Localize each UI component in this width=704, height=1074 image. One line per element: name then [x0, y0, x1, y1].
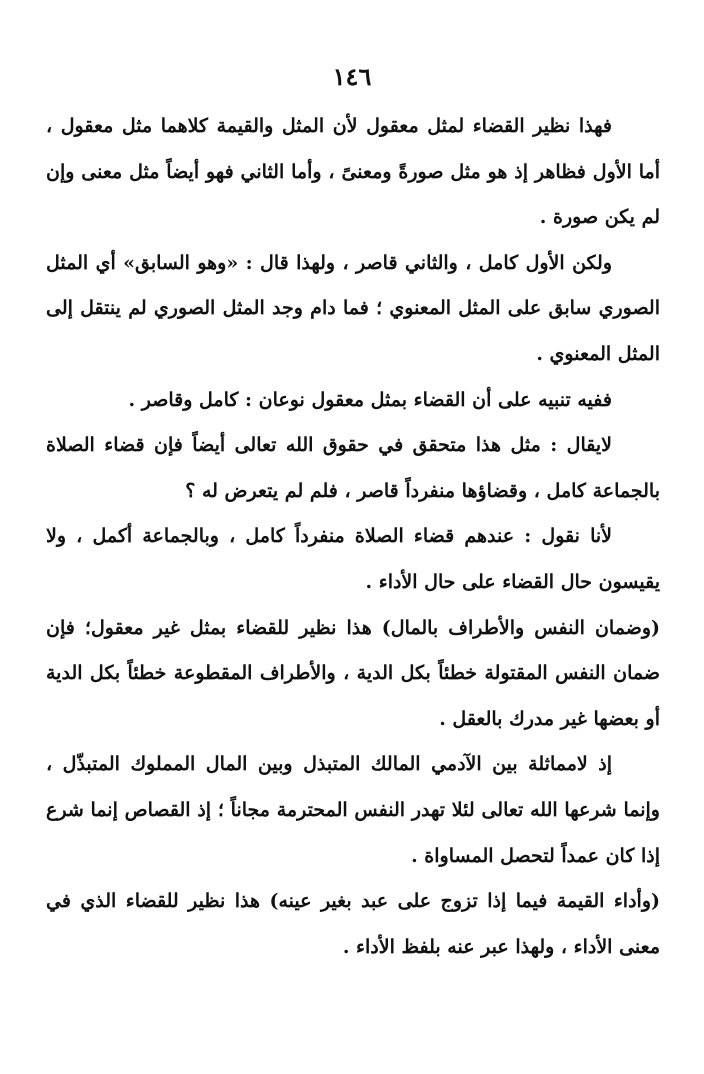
page-number: ١٤٦: [332, 62, 372, 91]
paragraph-3: ففيه تنبيه على أن القضاء بمثل معقول نوعان : كامل وقاصر .: [128, 388, 612, 411]
paragraph-8: (وأداء القيمة فيما إذا تزوج على عبد بغير عينه) هذا نظير للقضاء الذي في معنى الأداء ، ولهذا عبر عنه بلفظ الأداء .: [46, 890, 660, 958]
paragraph-6: (وضمان النفس والأطراف بالمال) هذا نظير للقضاء بمثل غير معقول؛ فإن ضمان النفس المقتولة خطئاً بكل الدية ، والأطراف المقطوعة خطئاً بكل الدية أو بعضها غير مدرك بالعقل .: [46, 616, 660, 730]
paragraph-2: ولكن الأول كامل ، والثاني قاصر ، ولهذا قال : «وهو السابق» أي المثل الصوري سابق على المثل المعنوي ؛ فما دام وجد المثل الصوري لم ينتقل إلى المثل المعنوي .: [46, 251, 660, 365]
paragraph-5: لأنا نقول : عندهم قضاء الصلاة منفرداً كامل ، وبالجماعة أكمل ، ولا يقيسون حال القضاء على حال الأداء .: [46, 525, 660, 593]
body-text: [46, 104, 660, 970]
paragraph-4: لايقال : مثل هذا متحقق في حقوق الله تعالى أيضاً فإن قضاء الصلاة بالجماعة كامل ، وقضاؤها منفرداً قاصر ، فلم لم يتعرض له ؟: [46, 434, 660, 502]
paragraph-7: إذ لامماثلة بين الآدمي المالك المتبذل وبين المال المملوك المتبذّل ، وإنما شرعها الله تعالى لئلا تهدر النفس المحترمة مجاناً ؛ إذ القصاص إنما شرع إذا كان عمداً لتحصل المساواة .: [46, 753, 660, 867]
paragraph-1: فهذا نظير القضاء لمثل معقول لأن المثل والقيمة كلاهما مثل معقول ، أما الأول فظاهر إذ هو مثل صورةً ومعنىً ، وأما الثاني فهو أيضاً مثل معنى وإن لم يكن صورة .: [46, 115, 660, 229]
